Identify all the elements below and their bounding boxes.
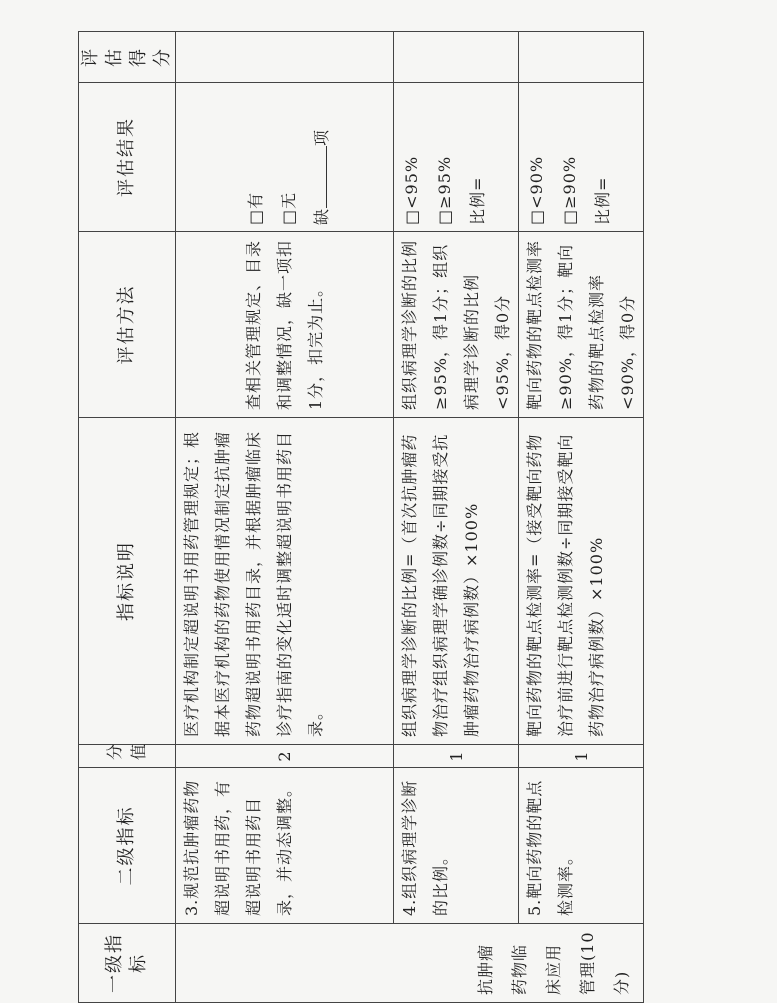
row-description: 靶向药物的靶点检测率=（接受靶向药物治疗前进行靶点检测例数÷同期接受靶向药物治疗病例数）×100% xyxy=(519,418,644,745)
header-method: 评估方法 xyxy=(79,232,176,418)
row-method: 组织病理学诊断的比例≥95%，得1分；组织病理学诊断的比例<95%，得0分 xyxy=(394,232,519,418)
table-row xyxy=(176,32,394,1003)
header-eval-line1: 评估 xyxy=(80,47,125,67)
row-eval-score[interactable] xyxy=(176,32,394,83)
missing-suffix: 项 xyxy=(312,128,331,146)
result-option-above[interactable]: □≥90% xyxy=(560,155,579,225)
rotated-table-wrapper xyxy=(78,32,637,1003)
result-option-above[interactable]: □≥95% xyxy=(435,155,454,225)
result-option-below[interactable]: □<95% xyxy=(402,155,421,225)
header-eval-score xyxy=(79,32,176,83)
header-score-line1: 分 xyxy=(105,741,124,760)
row-level2: 5.靶向药物的靶点检测率。 xyxy=(519,768,644,924)
row-method-text: 查相关管理规定、目录和调整情况，缺一项扣1分，扣完为止。 xyxy=(244,239,325,410)
result-ratio: 比例= xyxy=(468,176,487,225)
result-option-below[interactable]: □<90% xyxy=(527,155,546,225)
row-eval-score[interactable] xyxy=(519,32,644,83)
row-description: 医疗机构制定超说明书用药管理规定；根据本医疗机构的药物使用情况制定抗肿瘤药物超说明书用药目录，并根据肿瘤临床诊疗指南的变化适时调整超说明书用药目录。 xyxy=(176,418,394,745)
header-result: 评估结果 xyxy=(79,83,176,232)
row-level2: 3.规范抗肿瘤药物超说明书用药，有超说明书用药目录，并动态调整。 xyxy=(176,768,394,924)
row-method: 靶向药物的靶点检测率≥90%，得1分；靶向药物的靶点检测率<90%，得0分 xyxy=(519,232,644,418)
header-level2: 二级指标 xyxy=(79,768,176,924)
header-level1: 一级指标 xyxy=(79,924,176,1003)
row-level2: 4.组织病理学诊断的比例。 xyxy=(394,768,519,924)
header-score-line2: 值 xyxy=(129,741,148,760)
table-row xyxy=(519,32,644,1003)
header-description: 指标说明 xyxy=(79,418,176,745)
row-result xyxy=(519,83,644,232)
result-missing-count xyxy=(306,90,337,225)
result-option-yes[interactable]: □有 xyxy=(246,191,265,225)
table-row xyxy=(394,32,519,1003)
row-eval-score[interactable] xyxy=(394,32,519,83)
row-score: 1 xyxy=(394,745,519,768)
row-result xyxy=(394,83,519,232)
missing-count-field[interactable] xyxy=(306,146,327,208)
result-option-no[interactable]: □无 xyxy=(279,191,298,225)
row-score: 1 xyxy=(519,745,644,768)
row-result xyxy=(176,83,394,232)
header-score xyxy=(79,741,176,768)
header-eval-line2: 得分 xyxy=(128,47,173,67)
missing-prefix: 缺 xyxy=(312,207,331,225)
row-description: 组织病理学诊断的比例=（首次抗肿瘤药物治疗组织病理学确诊例数÷同期接受抗肿瘤药物治疗病例数）×100% xyxy=(394,418,519,745)
result-ratio: 比例= xyxy=(593,176,612,225)
header-row xyxy=(79,32,176,1003)
level1-category: 抗肿瘤药物临床应用管理(10分) xyxy=(176,924,644,1003)
row-score: 2 xyxy=(176,745,394,768)
row-method xyxy=(176,232,394,418)
evaluation-table xyxy=(78,31,644,1003)
